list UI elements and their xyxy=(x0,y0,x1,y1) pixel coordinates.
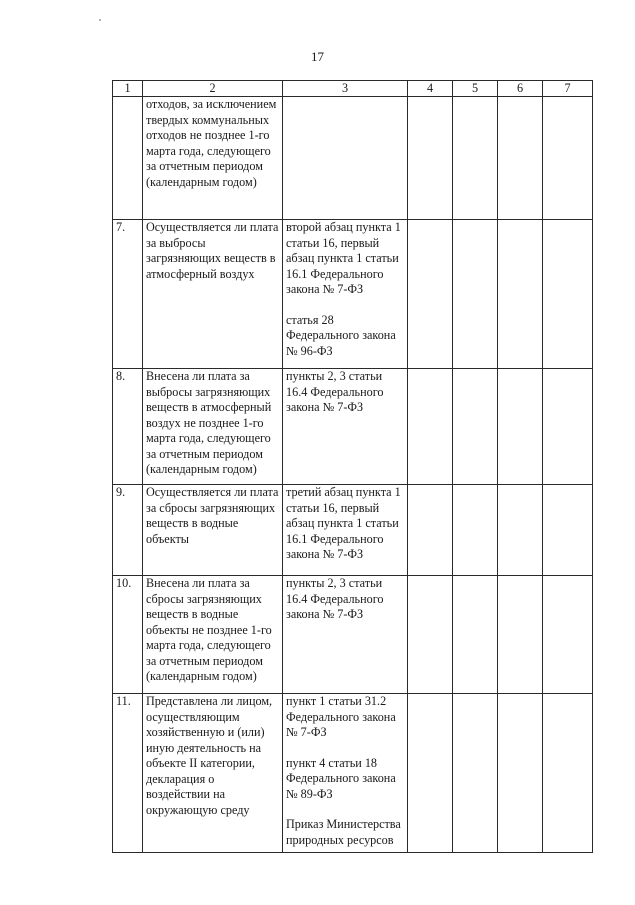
column-header-3: 3 xyxy=(283,81,408,97)
column-header-7: 7 xyxy=(543,81,593,97)
answer-cell-4 xyxy=(408,485,453,576)
column-header-2: 2 xyxy=(143,81,283,97)
row-number: 9. xyxy=(113,485,143,576)
answer-cell-6 xyxy=(498,220,543,369)
row-number: 7. xyxy=(113,220,143,369)
legal-reference-item: пункт 1 статьи 31.2 Федерального закона № 7-ФЗ xyxy=(286,694,396,739)
answer-cell-4 xyxy=(408,694,453,853)
column-header-4: 4 xyxy=(408,81,453,97)
requirement-text: отходов, за исключением твердых коммунальных отходов не позднее 1-го марта года, следующего за отчетным периодом (календарным годом) xyxy=(143,97,283,220)
answer-cell-4 xyxy=(408,369,453,485)
legal-reference xyxy=(283,220,408,369)
answer-cell-5 xyxy=(453,220,498,369)
scan-speck xyxy=(99,19,101,21)
answer-cell-5 xyxy=(453,576,498,694)
answer-cell-6 xyxy=(498,369,543,485)
table-row xyxy=(113,369,593,485)
table-row xyxy=(113,220,593,369)
answer-cell-5 xyxy=(453,369,498,485)
column-header-6: 6 xyxy=(498,81,543,97)
legal-reference-item: Приказ Министерства природных ресурсов xyxy=(286,817,401,847)
answer-cell-7 xyxy=(543,220,593,369)
answer-cell-6 xyxy=(498,576,543,694)
legal-reference-item: второй абзац пункта 1 статьи 16, первый абзац пункта 1 статьи 16.1 Федерального закона № 7-ФЗ xyxy=(286,220,401,296)
requirement-text: Представлена ли лицом, осуществляющим хозяйственную и (или) иную деятельность на объекте II категории, декларация о воздействии на окружающую среду xyxy=(143,694,283,853)
table-row xyxy=(113,97,593,220)
requirement-text: Осуществляется ли плата за выбросы загрязняющих веществ в атмосферный воздух xyxy=(143,220,283,369)
answer-cell-4 xyxy=(408,576,453,694)
answer-cell-6 xyxy=(498,694,543,853)
legal-reference-item: пункт 4 статьи 18 Федерального закона № 89-ФЗ xyxy=(286,755,396,801)
answer-cell-6 xyxy=(498,97,543,220)
answer-cell-5 xyxy=(453,694,498,853)
answer-cell-7 xyxy=(543,694,593,853)
answer-cell-5 xyxy=(453,485,498,576)
legal-reference xyxy=(283,485,408,576)
answer-cell-7 xyxy=(543,97,593,220)
legal-reference xyxy=(283,694,408,853)
answer-cell-6 xyxy=(498,485,543,576)
requirement-text: Внесена ли плата за выбросы загрязняющих веществ в атмосферный воздух не позднее 1-го марта года, следующего за отчетным периодом (календарным годом) xyxy=(143,369,283,485)
requirement-text: Внесена ли плата за сбросы загрязняющих веществ в водные объекты не позднее 1-го марта года, следующего за отчетным периодом (календарным годом) xyxy=(143,576,283,694)
requirement-text: Осуществляется ли плата за сбросы загрязняющих веществ в водные объекты xyxy=(143,485,283,576)
row-number: 8. xyxy=(113,369,143,485)
answer-cell-7 xyxy=(543,576,593,694)
legal-reference xyxy=(283,97,408,220)
table-row xyxy=(113,576,593,694)
table-row xyxy=(113,485,593,576)
answer-cell-7 xyxy=(543,369,593,485)
answer-cell-7 xyxy=(543,485,593,576)
answer-cell-5 xyxy=(453,97,498,220)
legal-reference xyxy=(283,576,408,694)
answer-cell-4 xyxy=(408,97,453,220)
table-header-row xyxy=(113,81,593,97)
answer-cell-4 xyxy=(408,220,453,369)
table-row xyxy=(113,694,593,853)
row-number: 10. xyxy=(113,576,143,694)
column-header-5: 5 xyxy=(453,81,498,97)
legal-reference-item: статья 28 Федерального закона № 96-ФЗ xyxy=(286,312,396,358)
row-number: 11. xyxy=(113,694,143,853)
row-number xyxy=(113,97,143,220)
column-header-1: 1 xyxy=(113,81,143,97)
legal-reference-item: третий абзац пункта 1 статьи 16, первый абзац пункта 1 статьи 16.1 Федерального закона № 7-ФЗ xyxy=(286,485,401,561)
legal-reference xyxy=(283,369,408,485)
legal-reference-item: пункты 2, 3 статьи 16.4 Федерального закона № 7-ФЗ xyxy=(286,576,384,621)
checklist-table xyxy=(112,80,593,853)
legal-reference-item: пункты 2, 3 статьи 16.4 Федерального закона № 7-ФЗ xyxy=(286,369,384,414)
page-number: 17 xyxy=(311,49,324,64)
